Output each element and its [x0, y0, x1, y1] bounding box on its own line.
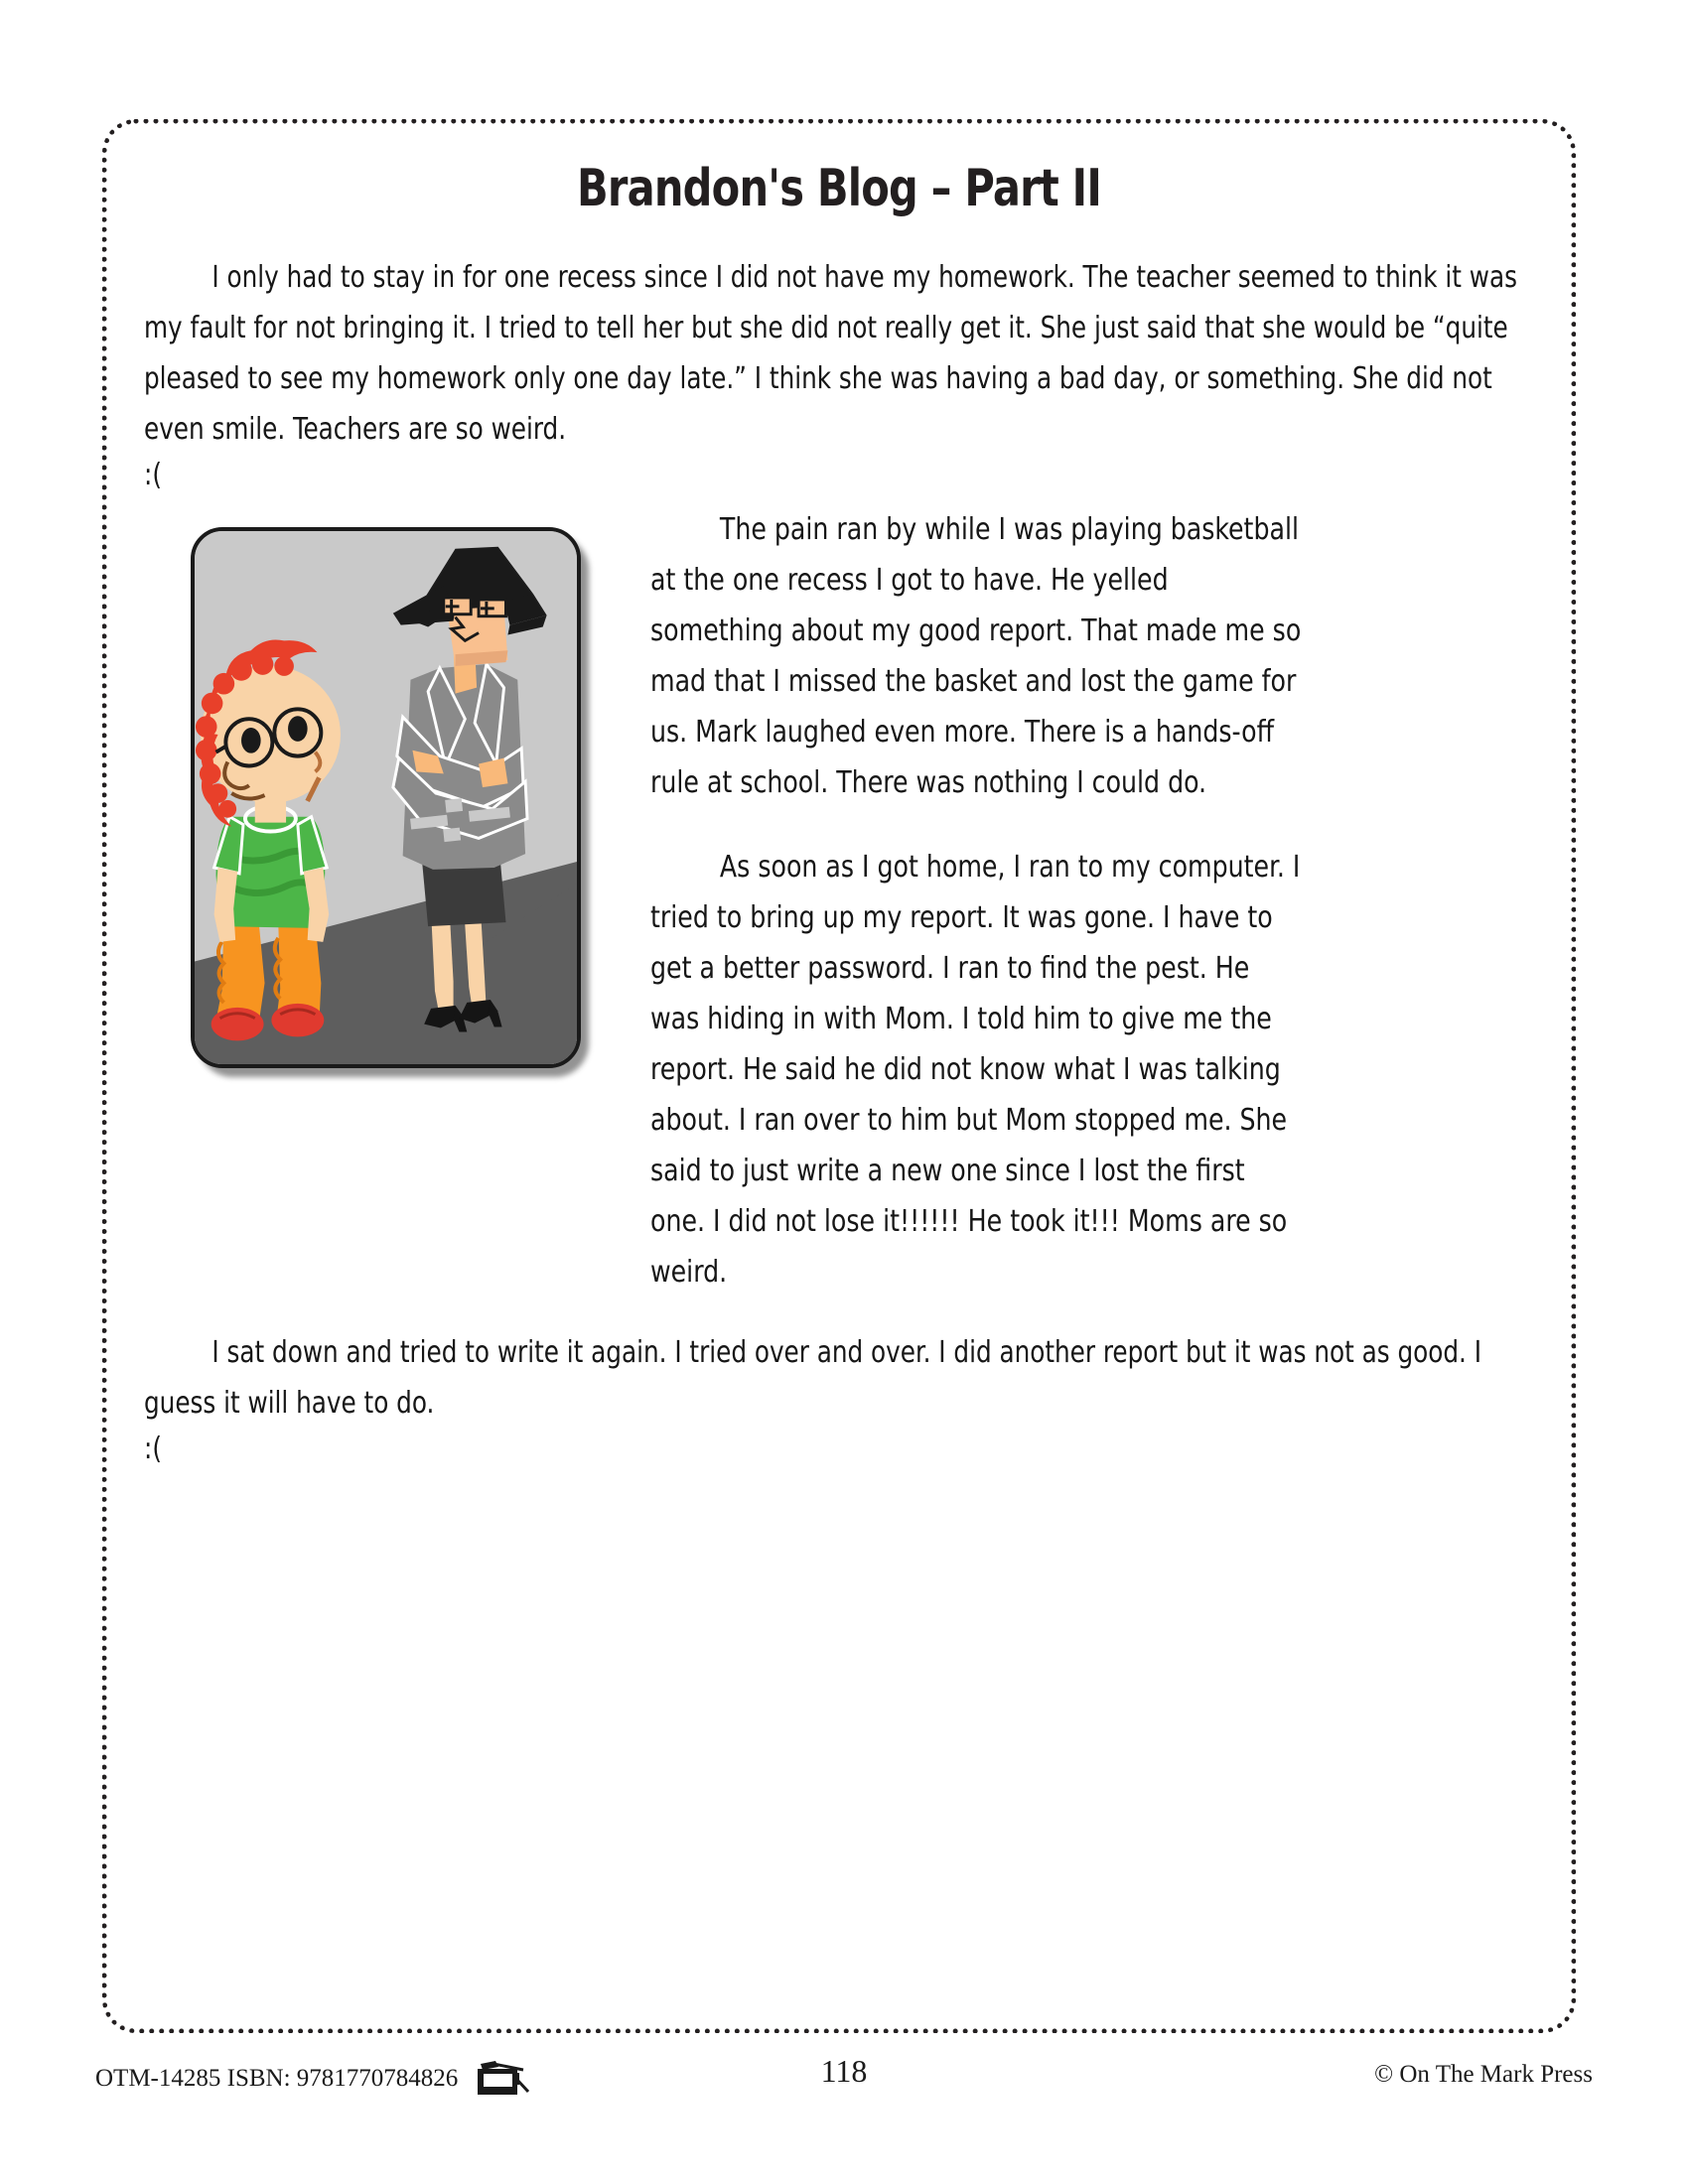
illustration-and-text-row: [144, 504, 1534, 1297]
right-text-column: [650, 504, 1306, 1297]
paragraph-2: The pain ran by while I was playing basketball at the one recess I got to have. He yelled something about my good report. That made me so mad that I missed the basket and lost the game for us. Mark laughed even more. There is a hands-off rule at school. There was nothing I could do.: [650, 512, 1302, 800]
paragraph-1: I only had to stay in for one recess since I did not have my homework. The teacher seemed to think it was my fault for not bringing it. I tried to tell her but she did not really get it. She just said that she would be “quite pleased to see my homework only one day late.” I think she was having a bad day, or something. She did not even smile. Teachers are so weird.: [144, 260, 1518, 447]
paragraph-3: As soon as I got home, I ran to my computer. I tried to bring up my report. It was gone. I have to get a better password. I ran to find the pest. He was hiding in with Mom. I told him to give me the report. He said he did not know what I was talking about. I ran over to him but Mom stopped me. She said to just write a new one since I lost the first one. I did not lose it!!!!!! He took it!!! Moms are so weird.: [650, 850, 1301, 1290]
page-content: [102, 119, 1576, 2033]
footer-copyright: © On The Mark Press: [1374, 2061, 1593, 2088]
paragraph-4: I sat down and tried to write it again. I tried over and over. I did another report but it was not as good. I guess it will have to do.: [144, 1335, 1482, 1421]
emoticon-sad-2: :(: [144, 1432, 162, 1466]
footer-isbn-text: OTM-14285 ISBN: 9781770784826: [95, 2065, 459, 2092]
illustration-artwork: [195, 531, 577, 1064]
emoticon-sad-1: :(: [144, 458, 162, 492]
page-footer: [0, 2047, 1688, 2116]
closing-paragraph-block: [144, 1327, 1482, 1470]
footer-page-number: 118: [820, 2053, 868, 2089]
illustration-boy-and-teacher: [191, 527, 581, 1068]
page-title: Brandon's Blog – Part II: [576, 159, 1102, 218]
illustration-frame: [191, 527, 581, 1068]
intro-paragraph-block: [144, 252, 1518, 496]
